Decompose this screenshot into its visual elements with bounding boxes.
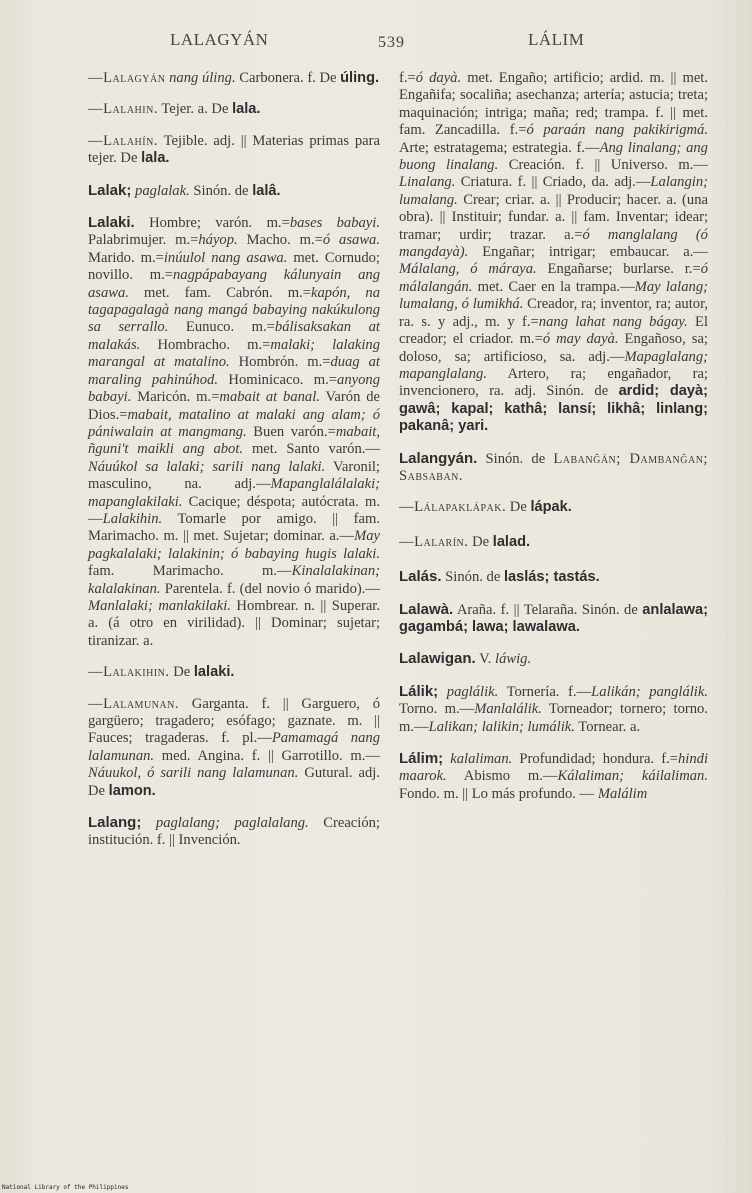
- right-column: [399, 70, 708, 817]
- text-span: ó manglalang (ó mangdayà).: [399, 226, 708, 261]
- text-span: Creador, ra; inventor, ra; autor, ra. s. y adj., m. y f.=: [399, 296, 708, 330]
- text-span: De: [169, 664, 194, 681]
- text-span: Tornería. f.—: [498, 683, 592, 700]
- text-span: Engañar; intrigar; embaucar. a.—: [468, 244, 708, 261]
- text-span: —Lalahín.: [88, 132, 158, 149]
- text-span: Torno. m.—: [399, 701, 475, 718]
- text-span: Tomarle por amigo. || fam. Marimacho. m. || met. Sujetar; dominar. a.—: [88, 510, 380, 545]
- text-span: Hominicaco. m.=: [218, 371, 338, 388]
- text-span: Lálik;: [399, 682, 439, 700]
- text-span: Lalang;: [88, 814, 142, 832]
- text-span: fam. Marimacho. m.—: [88, 563, 292, 580]
- text-span: Palabrimujer. m.=: [88, 232, 199, 249]
- text-span: Sinón. de: [477, 450, 554, 467]
- text-span: Varonil; masculino, na. adj.—: [88, 458, 380, 493]
- text-span: met. fam. Cabrón. m.=: [128, 284, 311, 301]
- text-span: —Lalagyán: [88, 70, 166, 86]
- text-span: Náuúkol sa lalaki; sarili nang lalaki.: [88, 458, 326, 475]
- text-span: met. Engaño; artificio; ardid. m. || met. Engañifa; socaliña; asechanza; artería; astucia; treta; maquinación; intriga; maña; red; trampa. f. || met. fam. Zancadilla. f.=: [399, 70, 708, 139]
- entry-lalapaklapak: [399, 499, 708, 516]
- entry-lalamunan: [88, 696, 380, 800]
- text-span: met. Cornudo; novillo. m.=: [88, 249, 380, 284]
- entry-lalak: [88, 182, 380, 200]
- text-span: Engañoso, sa; doloso, sa; artificioso, sa. adj.—: [399, 331, 708, 365]
- text-span: Lalikán; panglálik.: [591, 683, 708, 700]
- text-span: Lalawà.: [399, 600, 454, 618]
- text-span: laslás; tastás.: [503, 569, 600, 586]
- page-header: [0, 30, 752, 58]
- text-span: anlalawa; gagambá; lawa; lawalawa.: [399, 601, 708, 635]
- text-span: ó paraán nang pakikirigmá.: [526, 122, 708, 139]
- text-span: Lalangyán.: [399, 449, 478, 467]
- text-span: Manlalaki; manlakilaki.: [88, 597, 231, 614]
- text-span: De: [468, 533, 493, 550]
- text-span: —Lalarín.: [399, 533, 469, 550]
- text-span: Marido. m.=: [88, 249, 164, 266]
- text-span: Tornear. a.: [574, 718, 641, 735]
- text-span: Linalang.: [399, 174, 456, 191]
- text-span: Hombre; varón. m.=: [134, 215, 290, 232]
- text-span: lamon.: [108, 782, 156, 799]
- text-span: ardid; dayà; gawâ; kapal; kathâ; lansí; likhâ; linlang; pakanâ; yari.: [399, 383, 708, 435]
- text-span: malaki; lalaking marangal at matalino.: [88, 336, 380, 371]
- text-span: Lalikan; lalikin; lumálik.: [428, 718, 575, 735]
- text-span: háyop.: [198, 232, 238, 249]
- text-span: Macho. m.=: [237, 232, 323, 249]
- text-span: kapón, na tagapagalagà nang mangá babaying nakúkulong sa serrallo.: [88, 284, 380, 336]
- text-span: láwig.: [495, 651, 532, 668]
- text-span: Ang linalang; ang buong linalang.: [399, 139, 708, 174]
- entry-lalas: [399, 568, 708, 586]
- text-span: Malálim: [597, 785, 648, 802]
- text-span: nang lahat nang bágay.: [538, 313, 688, 330]
- entry-lalagyan-nang-uling: [88, 70, 380, 87]
- library-credit: National Library of the Philippines: [2, 1184, 129, 1191]
- text-span: Abismo m.—: [446, 768, 558, 785]
- entry-lalakihin: [88, 664, 380, 681]
- text-span: ó asawa.: [322, 232, 380, 249]
- text-span: lala.: [141, 150, 170, 167]
- text-span: Lalás.: [399, 568, 442, 586]
- entry-lalahin-tejible: [88, 133, 380, 168]
- text-span: Náuukol, ó sarili nang lalamunan.: [88, 765, 299, 782]
- text-span: Carbonera. f. De: [235, 70, 341, 86]
- entry-lalawigan: [399, 650, 708, 668]
- text-span: lala.: [232, 101, 261, 118]
- text-span: Gutural. adj. De: [88, 765, 380, 799]
- text-span: anyong babayi.: [88, 371, 381, 406]
- text-span: lalad.: [492, 533, 531, 550]
- entry-lalahin-tejer: [88, 101, 380, 118]
- text-span: paglalang; paglalalang.: [155, 815, 309, 832]
- text-span: Hombrear. n. || Superar. a. (á otro en virilidad). || Dominar; sujetar; tiranizar. a.: [88, 597, 380, 649]
- text-span: Engañarse; burlarse. r.=: [536, 261, 701, 278]
- text-span: De: [506, 499, 531, 516]
- text-span: Crear; criar. a. || Producir; hacer. a. (una obra). || Instituir; fundar. a. || fam. Inventar; idear; tramar; urdir; trazar. a.=: [399, 191, 708, 243]
- text-span: Eunuco. m.=: [168, 319, 275, 336]
- text-span: El creador; el criador. m.=: [399, 313, 708, 348]
- entry-lalarin: [399, 534, 708, 551]
- text-span: paglalak.: [135, 182, 190, 199]
- text-span: ó dayà.: [415, 70, 462, 86]
- text-span: Pamamagá nang lalamunan.: [88, 730, 380, 764]
- text-span: —Lálapakláрak.: [399, 499, 507, 516]
- text-span: ó may dayà.: [542, 331, 619, 348]
- text-span: Lalaki.: [88, 214, 135, 232]
- text-span: Sinón. de: [441, 569, 504, 586]
- text-span: Parentela. f. (del novio ó marido).—: [160, 580, 380, 597]
- text-span: paglálik.: [446, 683, 499, 700]
- text-span: mabait, matalino at malaki ang alam; ó pániwalain at mangmang.: [88, 406, 380, 440]
- text-span: Creación; institución. f. || Invención.: [88, 815, 380, 849]
- text-span: f.=: [399, 70, 416, 86]
- text-span: met. Santo varón.—: [243, 441, 380, 458]
- running-head-right: LÁLIM: [528, 30, 585, 49]
- text-span: Hombrón. m.=: [229, 354, 331, 371]
- entry-lalik: [399, 683, 708, 736]
- text-span: inúulol nang asawa.: [163, 249, 288, 266]
- text-span: Lalangin; lumalang.: [399, 174, 708, 208]
- entry-lalangyan: [399, 450, 708, 486]
- entry-lalawa: [399, 601, 708, 637]
- text-span: —Lalahin.: [88, 101, 158, 118]
- text-span: May pagkalalaki; lalakinin; ó babaying hugis lalaki.: [88, 528, 380, 562]
- text-span: kalaliman.: [450, 751, 513, 767]
- text-span: Lálim;: [399, 750, 444, 767]
- text-span: Tejible. adj. || Materias primas para tejer. De: [88, 132, 380, 167]
- text-span: —Lalamunan.: [88, 695, 179, 712]
- text-span: duag at maraling pahinúhod.: [88, 354, 380, 388]
- text-span: Lalakihin.: [102, 510, 163, 527]
- text-span: ó málalangán.: [399, 261, 708, 295]
- text-span: Mapaglalang; mapanglalang.: [399, 348, 708, 382]
- entry-lalang-continued: [399, 70, 708, 436]
- text-span: Araña. f. || Telaraña. Sinón. de: [453, 601, 643, 618]
- text-span: Manlalálik.: [474, 701, 542, 718]
- text-span: May lalang; lumalang, ó lumikhá.: [399, 278, 708, 313]
- entry-lalaki: [88, 214, 380, 650]
- text-span: Varón de Dios.=: [88, 389, 380, 423]
- text-span: mabait, ñguni't maikli ang abot.: [88, 423, 380, 458]
- text-span: Buen varón.=: [246, 423, 336, 440]
- text-span: Mapanglalálalaki; mapanglakilaki.: [88, 476, 380, 510]
- text-span: V.: [475, 651, 496, 668]
- text-span: Cacique; déspota; autócrata. m.—: [88, 493, 380, 527]
- text-span: úling.: [340, 70, 380, 86]
- text-span: —Lalakihin.: [88, 664, 170, 681]
- text-span: Artero, ra; engañador, ra; invencionero, ra. adj. Sinón. de: [399, 365, 708, 400]
- text-span: Torneador; tornero; torno. m.—: [399, 701, 708, 735]
- entry-lalang: [88, 814, 380, 850]
- text-span: hindi maarok.: [399, 751, 708, 785]
- text-span: met. Caer en la trampa.—: [472, 278, 635, 295]
- text-span: Málalang, ó máraya.: [399, 261, 537, 278]
- text-span: lalâ.: [252, 182, 281, 199]
- text-span: Profundidad; hondura. f.=: [512, 751, 678, 767]
- text-span: Criatura. f. || Criado, da. adj.—: [455, 174, 651, 191]
- text-span: Arte; estratagema; estrategia. f.—: [399, 139, 600, 156]
- entry-lalim: [399, 750, 708, 803]
- running-head-left: LALAGYÁN: [170, 30, 269, 49]
- text-span: mabait at banal.: [219, 389, 320, 406]
- text-span: Tejer. a. De: [157, 101, 233, 118]
- text-span: med. Angina. f. || Garrotillo. m.—: [154, 747, 380, 764]
- text-span: Lalawigan.: [399, 650, 476, 668]
- left-column: [88, 70, 380, 864]
- text-span: Labanĝán; Dambanĝan; Sabsaban.: [399, 450, 708, 484]
- text-span: nagpápabayang kálunyain ang asawa.: [88, 267, 380, 301]
- text-span: Lalak;: [88, 181, 132, 199]
- text-span: Hombracho. m.=: [140, 336, 271, 353]
- text-span: Kálaliman; káilaliman.: [557, 768, 708, 785]
- text-span: Fondo. m. || Lo más profundo. —: [399, 785, 598, 802]
- text-span: bálisaksakan at malakás.: [88, 319, 380, 353]
- page-number: 539: [378, 34, 405, 51]
- text-span: nang úling.: [169, 70, 236, 86]
- text-span: lalaki.: [193, 664, 235, 681]
- text-span: Creación. f. || Universo. m.—: [498, 157, 708, 174]
- text-span: bases babayi.: [289, 215, 380, 232]
- text-span: Garganta. f. || Garguero, ó gargüero; tragadero; esófago; gaznate. m. || Fauces; tragaderas. f. pl.—: [88, 695, 380, 747]
- text-span: Sinón. de: [189, 182, 253, 199]
- text-span: Kinalalakinan; kalalakinan.: [88, 563, 380, 597]
- text-span: Maricón. m.=: [131, 389, 220, 406]
- text-span: lápak.: [530, 499, 572, 516]
